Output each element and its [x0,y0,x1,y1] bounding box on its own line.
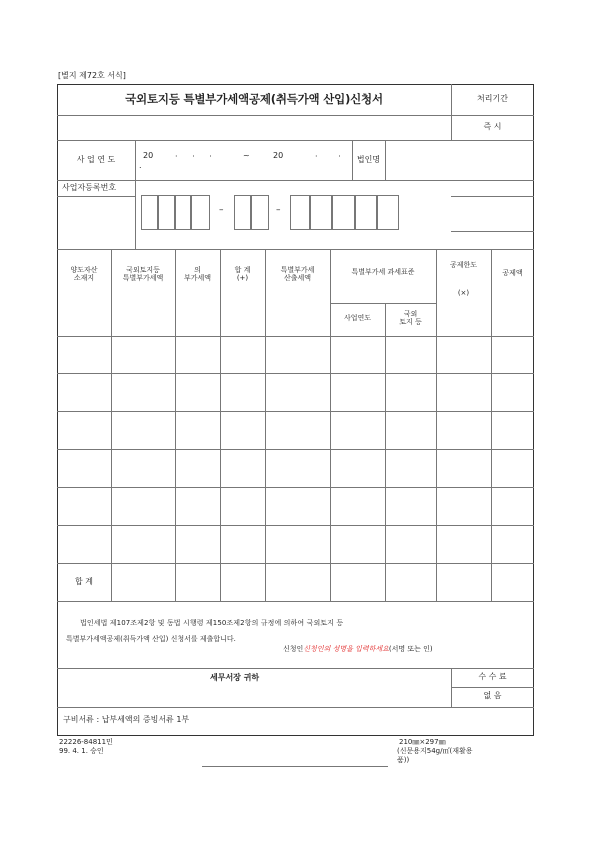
reg-digit-box[interactable] [234,195,251,230]
header-tax-base: 특별부가세 과세표준 [351,268,415,276]
reg-digit-box[interactable] [290,195,310,230]
form-code: 22226-84811민 [59,738,113,746]
header-business-year: 사업연도 [343,314,372,322]
divider [451,231,534,232]
business-year-label: 사 업 연 도 [76,155,116,164]
year-to-prefix: 20 [273,151,284,160]
divider [451,84,452,140]
processing-period-label: 처리기간 [477,94,508,103]
divider [135,180,136,249]
processing-period-value: 즉 시 [483,122,502,131]
divider [451,196,534,197]
corp-name-field[interactable] [386,141,533,179]
applicant-name-input[interactable]: 신청인의 성명을 입력하세요 [303,645,389,653]
statement-line-1: 법인세법 제107조제2항 및 동법 시행령 제150조제2항의 규정에 의하여 국외토지 등 [80,619,344,627]
reg-digit-box[interactable] [355,195,377,230]
reg-digit-box[interactable] [158,195,175,230]
header-foreign-land: 국외 토지 등 [399,310,422,327]
recipient-label: 세무서장 귀하 [210,673,260,682]
reg-digit-box[interactable] [141,195,158,230]
attachments-note: 구비서류 : 납부세액의 증빙서류 1부 [63,715,190,724]
divider [57,115,534,116]
reg-dash: – [276,205,281,215]
divider [451,687,534,688]
footer-rule [202,766,388,767]
applicant-prefix: 신청인 [283,645,304,653]
reg-digit-box[interactable] [377,195,399,230]
divider [57,249,534,250]
applicant-line [283,645,433,653]
year-tilde: ~ [243,151,250,160]
header-special-tax: 국외토지등 특별부가세액 [122,266,164,283]
divider [57,668,534,669]
divider [135,140,136,180]
paper-size: 210㎜×297㎜ [399,738,446,746]
reg-digit-box[interactable] [191,195,210,230]
approval-date: 99. 4. 1. 승인 [59,747,104,755]
fee-value: 없 음 [483,691,502,700]
divider [57,707,534,708]
header-deduction-limit: 공제한도 (×) [449,261,478,297]
divider [57,180,534,181]
header-calculated-tax: 특별부가세 산출세액 [280,266,315,283]
header-surtax: 의 부가세액 [183,266,212,283]
reg-digit-box[interactable] [175,195,191,230]
reg-digit-box[interactable] [251,195,269,230]
statement-line-2: 특별부가세액공제(취득가액 산입) 신청서를 제출합니다. [66,635,236,643]
paper-type: (신문용지54g/㎡(재활용 [397,747,473,755]
header-location: 양도자산 소재지 [70,266,98,283]
form-number: [별지 제72호 서식] [58,71,126,80]
fee-label: 수 수 료 [478,672,507,681]
year-to-dots: · · [315,152,341,161]
year-dot: . [139,161,142,170]
reg-digit-box[interactable] [332,195,355,230]
year-from-dots: · · · [175,152,212,161]
reg-dash: – [219,205,224,215]
paper-type-cont: 품)) [397,756,410,764]
applicant-suffix: (서명 또는 인) [388,645,433,653]
year-from-prefix: 20 [143,151,154,160]
divider [57,196,135,197]
header-sum: 합 계 (+) [234,266,251,283]
total-label: 합 계 [75,577,93,586]
corp-name-label: 법인명 [356,155,381,164]
reg-number-label: 사업자등록번호 [62,183,117,192]
header-deduction-amount: 공제액 [502,269,523,277]
reg-digit-box[interactable] [310,195,332,230]
form-title: 국외토지등 특별부가세액공제(취득가액 산입)신청서 [125,92,383,106]
